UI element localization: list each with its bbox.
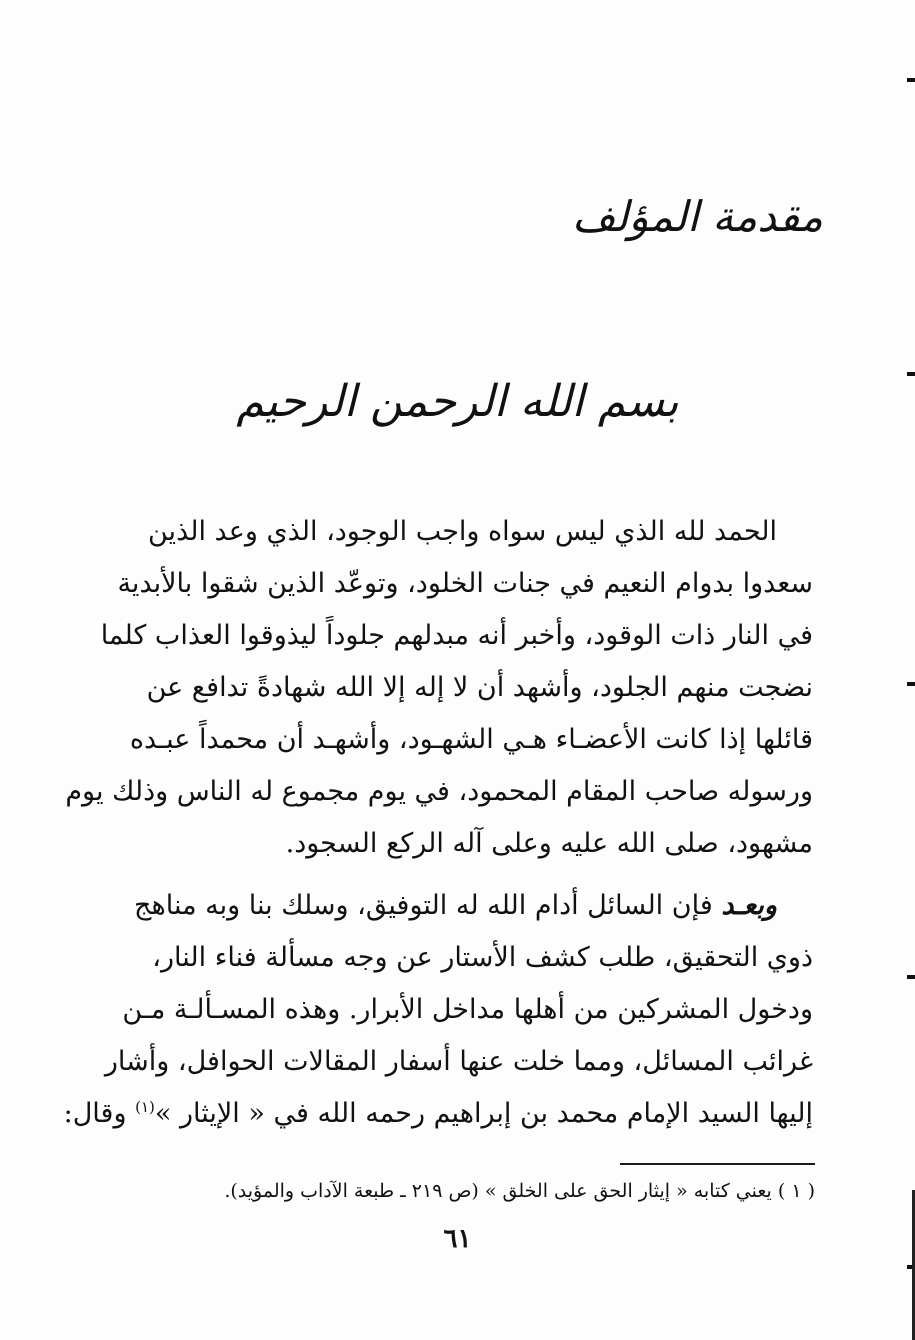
text-line: نضجت منهم الجلود، وأشهد أن لا إله إلا الله شهادةً تدافع عن [146,672,813,703]
edge-mark [907,975,915,979]
section-title: مقدمة المؤلف [572,192,823,241]
text-line: غرائب المسائل، ومما خلت عنها أسفار المقالات الحوافل، وأشار [104,1046,813,1077]
text-line: ذوي التحقيق، طلب كشف الأستار عن وجه مسألة فناء النار، [152,942,813,973]
text-line: ورسوله صاحب المقام المحمود، في يوم مجموع له الناس وذلك يوم [65,776,813,807]
text-line: ودخول المشركين من أهلها مداخل الأبرار. وهذه المسـألـة مـن [122,994,813,1025]
footnote-reference[interactable]: (١) [135,1098,155,1116]
footnote-divider [620,1163,815,1165]
text-line: الحمد لله الذي ليس سواه واجب الوجود، الذي وعد الذين [148,516,777,547]
footnote: ( ١ ) يعني كتابه « إيثار الحق على الخلق » (ص ٢١٩ ـ طبعة الآداب والمؤيد). [224,1180,815,1202]
text-line: مشهود، صلى الله عليه وعلى آله الركع السجود. [285,828,813,859]
text-line: قائلها إذا كانت الأعضـاء هـي الشهـود، وأشهـد أن محمداً عبـده [129,724,813,755]
edge-mark [907,372,915,376]
text-line: وبعـد فإن السائل أدام الله له التوفيق، وسلك بنا وبه مناهج [134,890,777,921]
edge-mark [907,78,915,82]
lead-word: وبعـد [721,890,777,921]
text-line: سعدوا بدوام النعيم في جنات الخلود، وتوعّد الذين شقوا بالأبدية [117,568,813,599]
text-line: إليها السيد الإمام محمد بن إبراهيم رحمه الله في « الإيثار »$^{(١)}$ وقال: [63,1098,813,1129]
edge-mark [907,682,915,686]
page-number: ٦١ [443,1224,472,1254]
text-line: في النار ذات الوقود، وأخبر أنه مبدلهم جلوداً ليذوقوا العذاب كلما [100,620,813,651]
basmala: بسم الله الرحمن الرحيم [236,376,679,427]
body-text [63,506,813,1140]
